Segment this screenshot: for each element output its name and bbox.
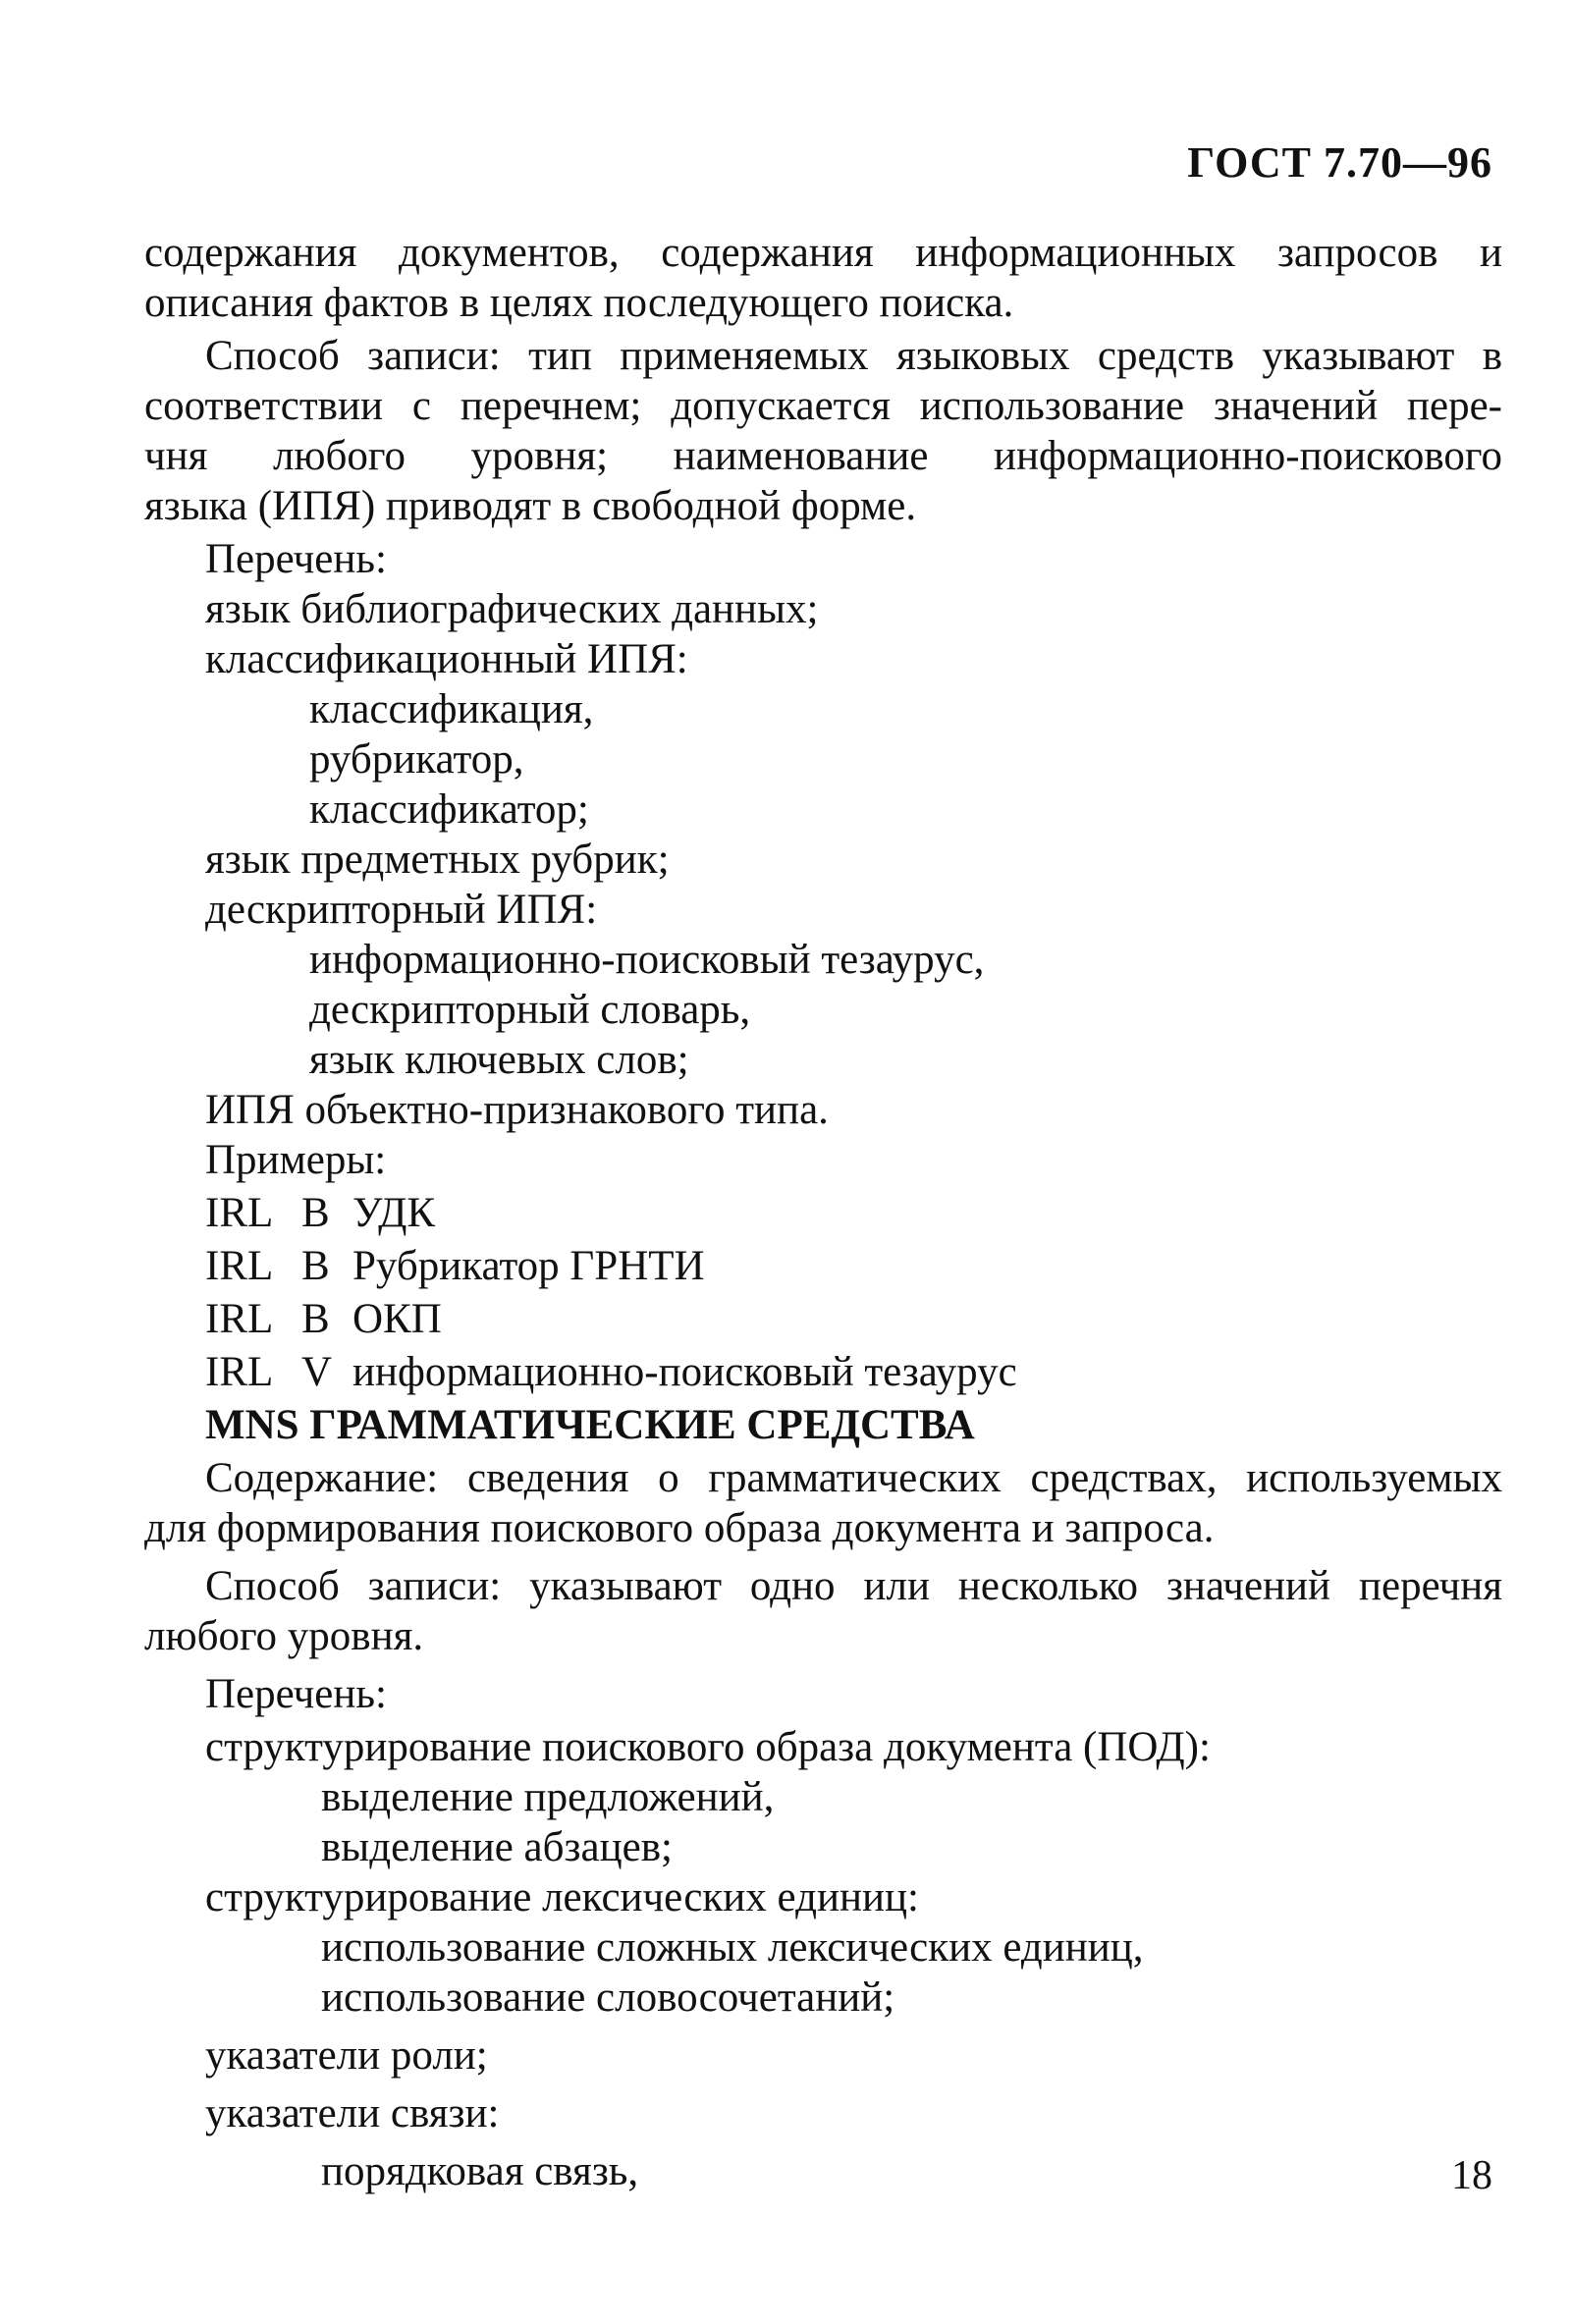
list-item: дескрипторный ИПЯ: — [205, 887, 598, 933]
example-value: Рубрикатор ГРНТИ — [352, 1243, 705, 1289]
list-item: указатели роли; — [205, 2032, 488, 2079]
example-code: IRL — [205, 1349, 274, 1395]
page-number: 18 — [1451, 2153, 1492, 2198]
paragraph-line: Способ записи: тип применяемых языковых средств указывают в — [205, 333, 1502, 379]
list-label: Перечень: — [205, 1671, 387, 1717]
list-subitem: классификация, — [309, 686, 594, 732]
list-subitem: использование сложных лексических единиц, — [321, 1924, 1144, 1971]
list-subitem: порядковая связь, — [321, 2148, 639, 2194]
example-row — [144, 1188, 1502, 1238]
paragraph-line: Способ записи: указывают одно или несколько значений перечня — [205, 1563, 1502, 1609]
example-mark: B — [301, 1296, 330, 1342]
section-title: MNS ГРАММАТИЧЕСКИЕ СРЕДСТВА — [205, 1402, 975, 1448]
list-subitem: дескрипторный словарь, — [309, 987, 751, 1033]
list-subitem: классификатор; — [309, 786, 589, 833]
list-subitem: использование словосочетаний; — [321, 1974, 895, 2021]
paragraph-line: чня любого уровня; наименование информационно-поискового — [144, 433, 1502, 479]
example-code: IRL — [205, 1296, 274, 1342]
list-item: язык предметных рубрик; — [205, 837, 670, 883]
list-item: указатели связи: — [205, 2090, 500, 2136]
document-body — [144, 228, 1502, 2196]
paragraph-line: Содержание: сведения о грамматических средствах, используемых — [205, 1455, 1502, 1501]
example-value: информационно-поисковый тезаурус — [352, 1349, 1017, 1395]
list-item: структурирование лексических единиц: — [205, 1874, 919, 1920]
example-mark: V — [301, 1349, 333, 1395]
example-code: IRL — [205, 1190, 274, 1236]
list-label: Перечень: — [205, 536, 387, 582]
example-mark: B — [301, 1243, 330, 1289]
example-row — [144, 1241, 1502, 1291]
example-value: УДК — [352, 1190, 436, 1236]
list-subitem: информационно-поисковый тезаурус, — [309, 937, 985, 983]
list-subitem: рубрикатор, — [309, 736, 524, 783]
example-row — [144, 1347, 1502, 1397]
example-value: ОКП — [352, 1296, 442, 1342]
example-row — [144, 1294, 1502, 1344]
list-item: язык библиографических данных; — [205, 586, 819, 632]
list-subitem: выделение абзацев; — [321, 1824, 673, 1870]
list-item: структурирование поискового образа документа (ПОД): — [205, 1724, 1211, 1770]
paragraph-line: описания фактов в целях последующего поиска. — [144, 280, 1014, 326]
list-item: ИПЯ объектно-признакового типа. — [205, 1087, 829, 1133]
standard-header: ГОСТ 7.70—96 — [1187, 138, 1492, 187]
paragraph-line: соответствии с перечнем; допускается использование значений пере- — [144, 383, 1502, 429]
list-subitem: язык ключевых слов; — [309, 1037, 689, 1083]
paragraph-line: любого уровня. — [144, 1613, 424, 1659]
list-item: классификационный ИПЯ: — [205, 636, 688, 682]
list-subitem: выделение предложений, — [321, 1774, 775, 1820]
paragraph-line: языка (ИПЯ) приводят в свободной форме. — [144, 483, 917, 529]
example-code: IRL — [205, 1243, 274, 1289]
example-mark: B — [301, 1190, 330, 1236]
paragraph-line: для формирования поискового образа документа и запроса. — [144, 1505, 1215, 1551]
examples-label: Примеры: — [205, 1137, 387, 1183]
paragraph-line: содержания документов, содержания информационных запросов и — [144, 230, 1502, 276]
